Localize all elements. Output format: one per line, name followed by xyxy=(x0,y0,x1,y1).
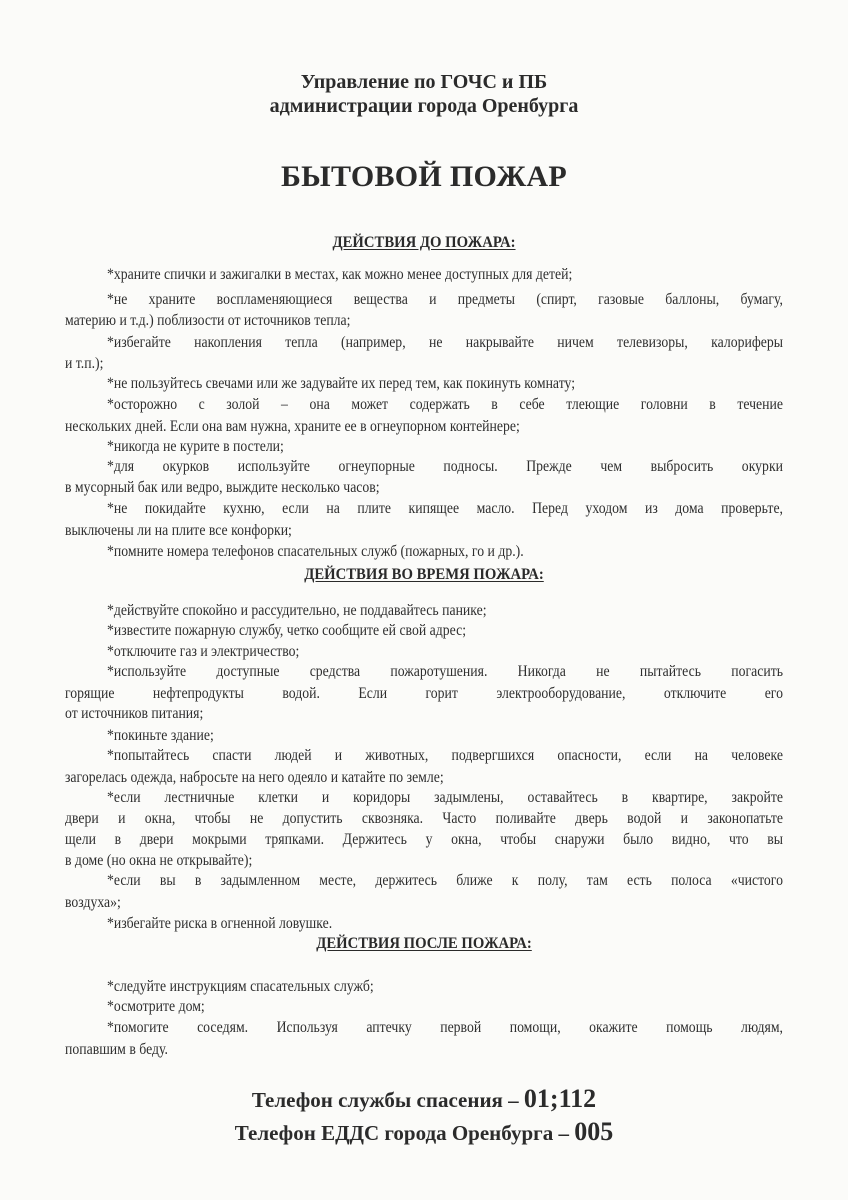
org-name-line1: Управление по ГОЧС и ПБ xyxy=(300,71,548,93)
body-text-line: *известите пожарную службу, четко сообщите ей свой адрес; xyxy=(107,622,467,639)
body-text-line: *избегайте риска в огненной ловушке. xyxy=(107,915,333,932)
body-text-line: *действуйте спокойно и рассудительно, не поддавайтесь панике; xyxy=(107,602,487,619)
body-text-line: *помогите соседям. Используя аптечку первой помощи, окажите помощь людям, xyxy=(107,1019,783,1036)
body-text-line: материю и т.д.) поблизости от источников тепла; xyxy=(65,312,351,329)
edds-phone-label: Телефон ЕДДС города Оренбурга – xyxy=(234,1121,575,1145)
rescue-phone-number: 01;112 xyxy=(523,1084,597,1113)
org-name-line2: администрации города Оренбурга xyxy=(269,95,579,117)
body-text-line: попавшим в беду. xyxy=(65,1041,168,1058)
rescue-phone xyxy=(0,1084,848,1114)
edds-phone xyxy=(0,1117,848,1147)
body-text-line: *осторожно с золой – она может содержать в себе тлеющие головни в течение xyxy=(107,396,783,413)
body-text-line: *не храните воспламеняющиеся вещества и предметы (спирт, газовые баллоны, бумагу, xyxy=(107,291,783,308)
body-text-line: *если лестничные клетки и коридоры задымлены, оставайтесь в квартире, закройте xyxy=(107,789,783,806)
body-text-line: *покиньте здание; xyxy=(107,727,214,744)
page-title: БЫТОВОЙ ПОЖАР xyxy=(281,160,567,193)
body-text-line: *никогда не курите в постели; xyxy=(107,438,284,455)
body-text-line: *следуйте инструкциям спасательных служб; xyxy=(107,978,374,995)
rescue-phone-label: Телефон службы спасения – xyxy=(251,1088,524,1112)
body-text-line: *отключите газ и электричество; xyxy=(107,643,300,660)
body-text-line: щели в двери мокрыми тряпками. Держитесь у окна, чтобы снаружи было видно, что вы xyxy=(65,831,783,848)
body-text-line: горящие нефтепродукты водой. Если горит электрооборудование, отключите его xyxy=(65,685,783,702)
body-text-line: *не пользуйтесь свечами или же задувайте их перед тем, как покинуть комнату; xyxy=(107,375,576,392)
body-text-line: *если вы в задымленном месте, держитесь ближе к полу, там есть полоса «чистого xyxy=(107,872,783,889)
section-heading-before-fire: ДЕЙСТВИЯ ДО ПОЖАРА: xyxy=(332,234,516,251)
body-text-line: *для окурков используйте огнеупорные подносы. Прежде чем выбросить окурки xyxy=(107,458,783,475)
body-text-line: загорелась одежда, набросьте на него одеяло и катайте по земле; xyxy=(65,769,444,786)
edds-phone-number: 005 xyxy=(574,1117,614,1146)
body-text-line: от источников питания; xyxy=(65,705,204,722)
body-text-line: *используйте доступные средства пожаротушения. Никогда не пытайтесь погасить xyxy=(107,663,783,680)
body-text-line: в доме (но окна не открывайте); xyxy=(65,852,253,869)
body-text-line: в мусорный бак или ведро, выждите несколько часов; xyxy=(65,479,380,496)
section-heading-during-fire: ДЕЙСТВИЯ ВО ВРЕМЯ ПОЖАРА: xyxy=(304,566,544,583)
body-text-line: *попытайтесь спасти людей и животных, подвергшихся опасности, если на человеке xyxy=(107,747,783,764)
body-text-line: *не покидайте кухню, если на плите кипящее масло. Перед уходом из дома проверьте, xyxy=(107,500,783,517)
body-text-line: и т.п.); xyxy=(65,355,104,372)
body-text-line: нескольких дней. Если она вам нужна, храните ее в огнеупорном контейнере; xyxy=(65,418,520,435)
body-text-line: *осмотрите дом; xyxy=(107,998,205,1015)
body-text-line: воздуха»; xyxy=(65,894,121,911)
section-heading-after-fire: ДЕЙСТВИЯ ПОСЛЕ ПОЖАРА: xyxy=(316,935,532,952)
body-text-line: двери и окна, чтобы не допустить сквозняка. Часто поливайте дверь водой и законопатьте xyxy=(65,810,783,827)
body-text-line: выключены ли на плите все конфорки; xyxy=(65,522,292,539)
body-text-line: *избегайте накопления тепла (например, не накрывайте ничем телевизоры, калориферы xyxy=(107,334,783,351)
body-text-line: *храните спички и зажигалки в местах, как можно менее доступных для детей; xyxy=(107,266,573,283)
body-text-line: *помните номера телефонов спасательных служб (пожарных, го и др.). xyxy=(107,543,524,560)
